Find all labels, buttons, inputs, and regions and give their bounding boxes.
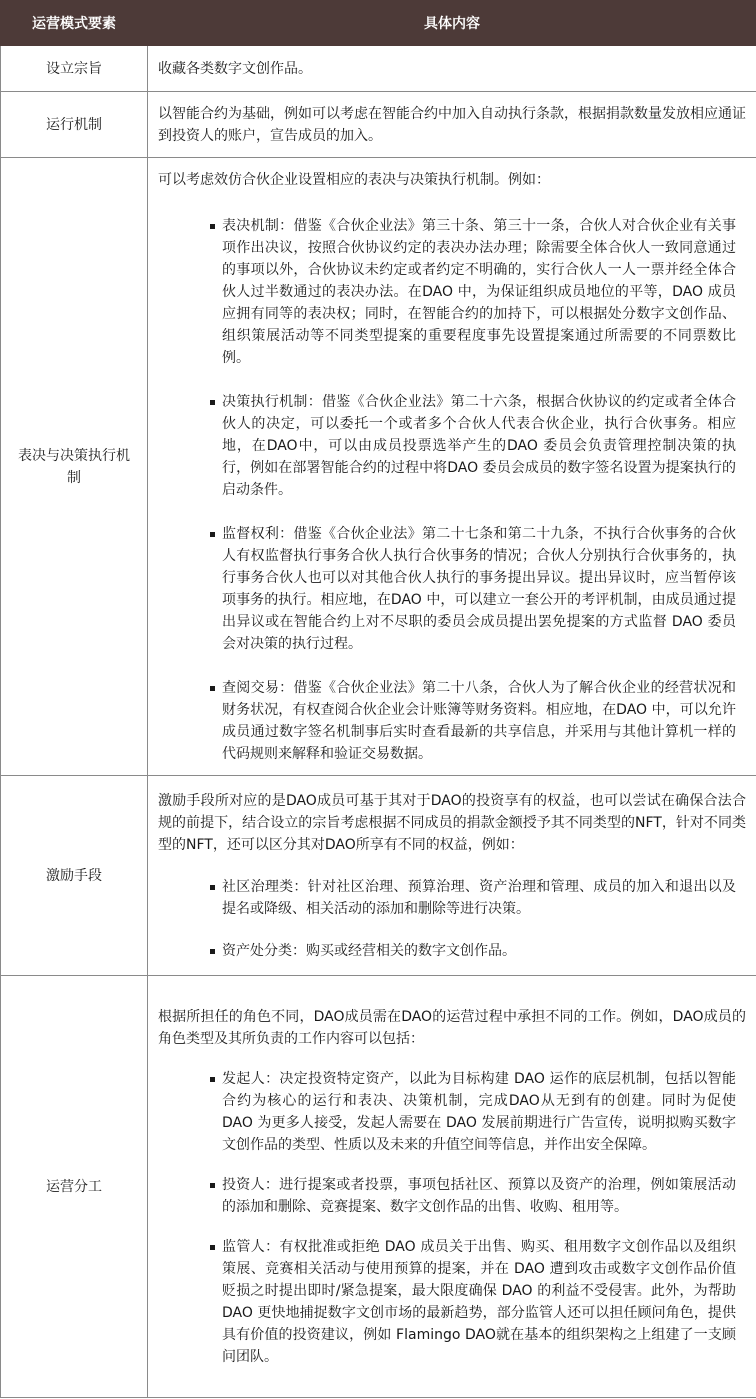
bullet-icon xyxy=(210,400,215,405)
row-paragraph: 根据所担任的角色不同，DAO成员需在DAO的运营过程中承担不同的工作。例如，DAO成员的角色类型及其所负责的工作内容可以包括： xyxy=(158,1008,746,1047)
bullet-icon xyxy=(210,949,215,954)
list-item xyxy=(222,1236,736,1368)
header-content: 具体内容 xyxy=(148,1,756,46)
list-item xyxy=(222,1174,736,1218)
row-key: 激励手段 xyxy=(1,776,148,976)
table-header-row xyxy=(1,1,756,46)
row-content xyxy=(148,976,756,1398)
table-row xyxy=(1,46,756,92)
list-item-text: 表决机制：借鉴《合伙企业法》第三十条、第三十一条，合伙人对合伙企业有关事项作出决议，按照合伙协议约定的表决办法办理；除需要全体合伙人一致同意通过的事项以外，合伙协议未约定或者约定不明确的，实行合伙人一人一票并经全体合伙人过半数通过的表决办法。在DAO 中，为保证组织成员地位的平等，DAO 成员应拥有同等的表决权；同时，在智能合约的加持下，可以根据处分数字文创作品、组织策展活动等不同类型提案的重要程度事先设置提案通过所需要的不同票数比例。 xyxy=(222,217,736,366)
list-item xyxy=(222,876,736,920)
bullet-list xyxy=(158,876,746,962)
list-item xyxy=(222,1068,736,1156)
bullet-icon xyxy=(210,885,215,890)
row-paragraph: 收藏各类数字文创作品。 xyxy=(158,60,312,77)
bullet-list xyxy=(158,215,746,765)
row-content xyxy=(148,92,756,158)
list-item-text: 发起人：决定投资特定资产，以此为目标构建 DAO 运作的底层机制，包括以智能合约为核心的运行和表决、决策机制，完成DAO从无到有的创建。同时为促使 DAO 为更多人接受，发起人需要在 DAO 发展前期进行广告宣传，说明拟购买数字文创作品的类型、性质以及未来的升值空间等信息，并作出安全保障。 xyxy=(222,1070,736,1153)
list-item-text: 社区治理类：针对社区治理、预算治理、资产治理和管理、成员的加入和退出以及提名或降级、相关活动的添加和删除等进行决策。 xyxy=(222,878,736,917)
row-content xyxy=(148,776,756,976)
row-key: 运营分工 xyxy=(1,976,148,1398)
row-paragraph: 激励手段所对应的是DAO成员可基于其对于DAO的投资享有的权益，也可以尝试在确保合法合规的前提下，结合设立的宗旨考虑根据不同成员的捐款金额授予其不同类型的NFT，针对不同类型的NFT，还可以区分其对DAO所享有不同的权益，例如： xyxy=(158,792,746,853)
bullet-icon xyxy=(210,532,215,537)
row-key: 运行机制 xyxy=(1,92,148,158)
list-item-text: 资产处分类：购买或经营相关的数字文创作品。 xyxy=(222,942,516,959)
list-item xyxy=(222,391,736,501)
row-content xyxy=(148,158,756,776)
list-item xyxy=(222,940,736,962)
bullet-icon xyxy=(210,1245,215,1250)
table-row xyxy=(1,92,756,158)
list-item xyxy=(222,523,736,655)
list-item-text: 监管人：有权批准或拒绝 DAO 成员关于出售、购买、租用数字文创作品以及组织策展、竞赛相关活动与使用预算的提案，并在 DAO 遭到攻击或数字文创作品价值贬损之时提出即时/紧急提案，最大限度确保 DAO 的利益不受侵害。此外，为帮助 DAO 更快地捕捉数字文创市场的最新趋势，部分监管人还可以担任顾问角色，提供具有价值的投资建议，例如 Flamingo DAO就在基本的组织架构之上组建了一支顾问团队。 xyxy=(222,1238,736,1365)
list-item xyxy=(222,215,736,369)
list-item-text: 决策执行机制：借鉴《合伙企业法》第二十六条，根据合伙协议的约定或者全体合伙人的决定，可以委托一个或者多个合伙人代表合伙企业，执行合伙事务。相应地，在DAO中，可以由成员投票选举产生的DAO 委员会负责管理控制决策的执行，例如在部署智能合约的过程中将DAO 委员会成员的数字签名设置为提案执行的启动条件。 xyxy=(222,393,736,498)
row-key: 设立宗旨 xyxy=(1,46,148,92)
bullet-icon xyxy=(210,224,215,229)
header-element: 运营模式要素 xyxy=(1,1,148,46)
list-item-text: 查阅交易：借鉴《合伙企业法》第二十八条，合伙人为了解合伙企业的经营状况和财务状况，有权查阅合伙企业会计账簿等财务资料。相应地，在DAO 中，可以允许成员通过数字签名机制事后实时查看最新的共享信息，并采用与其他计算机一样的代码规则来解释和验证交易数据。 xyxy=(222,679,736,762)
bullet-icon xyxy=(210,1183,215,1188)
table-row xyxy=(1,158,756,776)
row-paragraph: 可以考虑效仿合伙企业设置相应的表决与决策执行机制。例如： xyxy=(158,171,550,188)
row-content xyxy=(148,46,756,92)
bullet-icon xyxy=(210,1077,215,1082)
row-key: 表决与决策执行机制 xyxy=(1,158,148,776)
list-item-text: 投资人：进行提案或者投票，事项包括社区、预算以及资产的治理，例如策展活动的添加和删除、竞赛提案、数字文创作品的出售、收购、租用等。 xyxy=(222,1176,736,1215)
bullet-icon xyxy=(210,686,215,691)
list-item xyxy=(222,677,736,765)
bullet-list xyxy=(158,1068,746,1368)
row-paragraph: 以智能合约为基础，例如可以考虑在智能合约中加入自动执行条款，根据捐款数量发放相应通证到投资人的账户，宣告成员的加入。 xyxy=(158,105,746,144)
list-item-text: 监督权利：借鉴《合伙企业法》第二十七条和第二十九条，不执行合伙事务的合伙人有权监督执行事务合伙人执行合伙事务的情况；合伙人分别执行合伙事务的，执行事务合伙人也可以对其他合伙人执行的事务提出异议。提出异议时，应当暂停该项事务的执行。相应地，在DAO 中，可以建立一套公开的考评机制，由成员通过提出异议或在智能合约上对不尽职的委员会成员提出罢免提案的方式监督 DAO 委员会对决策的执行过程。 xyxy=(222,525,736,652)
table-row xyxy=(1,976,756,1398)
table-row xyxy=(1,776,756,976)
